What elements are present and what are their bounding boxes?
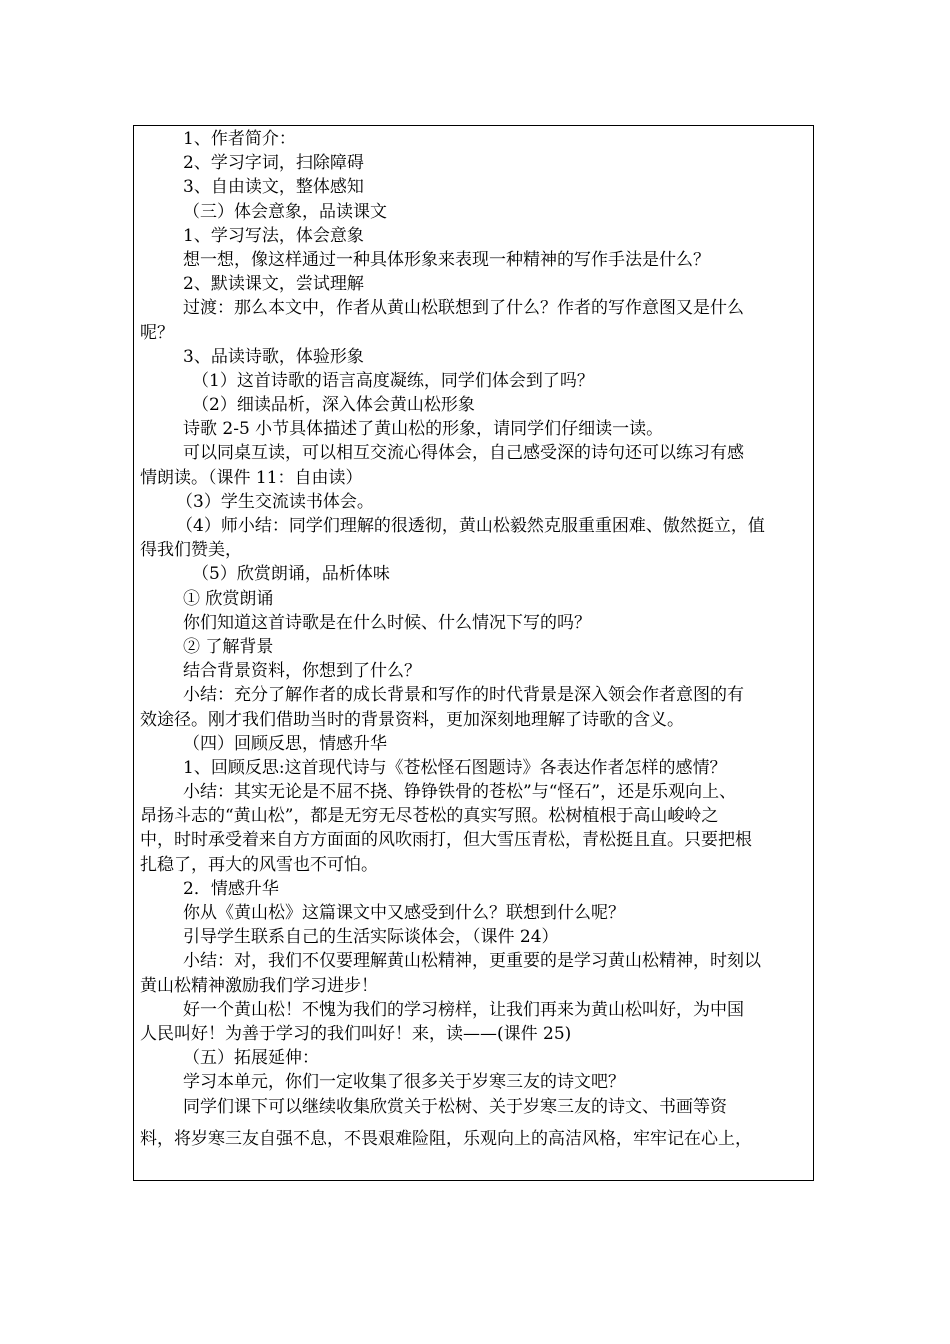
text-line: 昂扬斗志的“黄山松”，都是无穷无尽苍松的真实写照。松树植根于高山峻岭之 bbox=[140, 806, 719, 827]
text-line: （三）体会意象，品读课文 bbox=[183, 201, 387, 222]
text-line: 小结：对，我们不仅要理解黄山松精神，更重要的是学习黄山松精神，时刻以 bbox=[183, 951, 761, 972]
text-line: 同学们课下可以继续收集欣赏关于松树、关于岁寒三友的诗文、书画等资 bbox=[183, 1096, 727, 1117]
text-line: 你们知道这首诗歌是在什么时候、什么情况下写的吗？ bbox=[183, 612, 591, 633]
lesson-plan-content bbox=[140, 127, 808, 1151]
text-line: 得我们赞美， bbox=[140, 540, 242, 561]
text-line: 1、学习写法，体会意象 bbox=[183, 225, 364, 246]
text-line: 1、作者简介： bbox=[183, 129, 296, 149]
text-line: 黄山松精神激励我们学习进步！ bbox=[140, 975, 378, 996]
text-line: （4）师小结：同学们理解的很透彻，黄山松毅然克服重重困难、傲然挺立，值 bbox=[176, 516, 765, 536]
text-line: （5）欣赏朗诵，品析体味 bbox=[192, 564, 390, 585]
text-line: 诗歌 2-5 小节具体描述了黄山松的形象，请同学们仔细读一读。 bbox=[183, 419, 664, 440]
text-line: 中，时时承受着来自方方面面的风吹雨打，但大雪压青松，青松挺且直。只要把根 bbox=[140, 830, 752, 851]
text-line: ② 了解背景 bbox=[183, 636, 274, 657]
text-line: 1、回顾反思:这首现代诗与《苍松怪石图题诗》各表达作者怎样的感情？ bbox=[183, 757, 727, 778]
text-line: （2）细读品析，深入体会黄山松形象 bbox=[192, 395, 475, 416]
text-line: 情朗读。（课件 11：自由读） bbox=[140, 467, 363, 488]
text-line: 你从《黄山松》这篇课文中又感受到什么？联想到什么呢？ bbox=[183, 903, 625, 923]
text-line: 结合背景资料，你想到了什么？ bbox=[183, 661, 421, 682]
text-line: 引导学生联系自己的生活实际谈体会，（课件 24） bbox=[183, 927, 559, 948]
text-line: （3）学生交流读书体会。 bbox=[176, 491, 374, 512]
text-line: 料，将岁寒三友自强不息，不畏艰难险阻，乐观向上的高洁风格，牢牢记在心上， bbox=[140, 1128, 752, 1149]
text-line: 3、自由读文，整体感知 bbox=[183, 177, 364, 198]
text-line: 小结：充分了解作者的成长背景和写作的时代背景是深入领会作者意图的有 bbox=[183, 685, 744, 706]
text-line: 2．情感升华 bbox=[183, 878, 279, 899]
text-line: 人民叫好！为善于学习的我们叫好！来，读——(课件 25) bbox=[140, 1023, 572, 1044]
text-line: ① 欣赏朗诵 bbox=[183, 588, 274, 609]
text-line: 呢？ bbox=[140, 322, 174, 343]
text-line: （五）拓展延伸： bbox=[183, 1048, 319, 1069]
text-line: 效途径。刚才我们借助当时的背景资料，更加深刻地理解了诗歌的含义。 bbox=[140, 709, 684, 730]
text-line: 3、品读诗歌，体验形象 bbox=[183, 346, 364, 367]
text-line: 想一想，像这样通过一种具体形象来表现一种精神的写作手法是什么？ bbox=[183, 249, 710, 270]
text-line: 小结：其实无论是不屈不挠、铮铮铁骨的苍松”与“怪石”，还是乐观向上、 bbox=[183, 782, 737, 803]
text-line: 扎稳了，再大的风雪也不可怕。 bbox=[140, 854, 378, 875]
text-line: （1）这首诗歌的语言高度凝练，同学们体会到了吗？ bbox=[192, 370, 594, 391]
text-line: （四）回顾反思，情感升华 bbox=[183, 733, 387, 754]
text-line: 2、默读课文，尝试理解 bbox=[183, 274, 364, 295]
text-line: 学习本单元，你们一定收集了很多关于岁寒三友的诗文吧？ bbox=[183, 1072, 625, 1093]
text-line: 2、学习字词，扫除障碍 bbox=[183, 153, 364, 174]
text-line: 好一个黄山松！不愧为我们的学习榜样，让我们再来为黄山松叫好，为中国 bbox=[183, 999, 744, 1020]
text-line: 可以同桌互读，可以相互交流心得体会，自己感受深的诗句还可以练习有感 bbox=[183, 443, 744, 464]
text-line: 过渡：那么本文中，作者从黄山松联想到了什么？作者的写作意图又是什么 bbox=[183, 298, 744, 319]
